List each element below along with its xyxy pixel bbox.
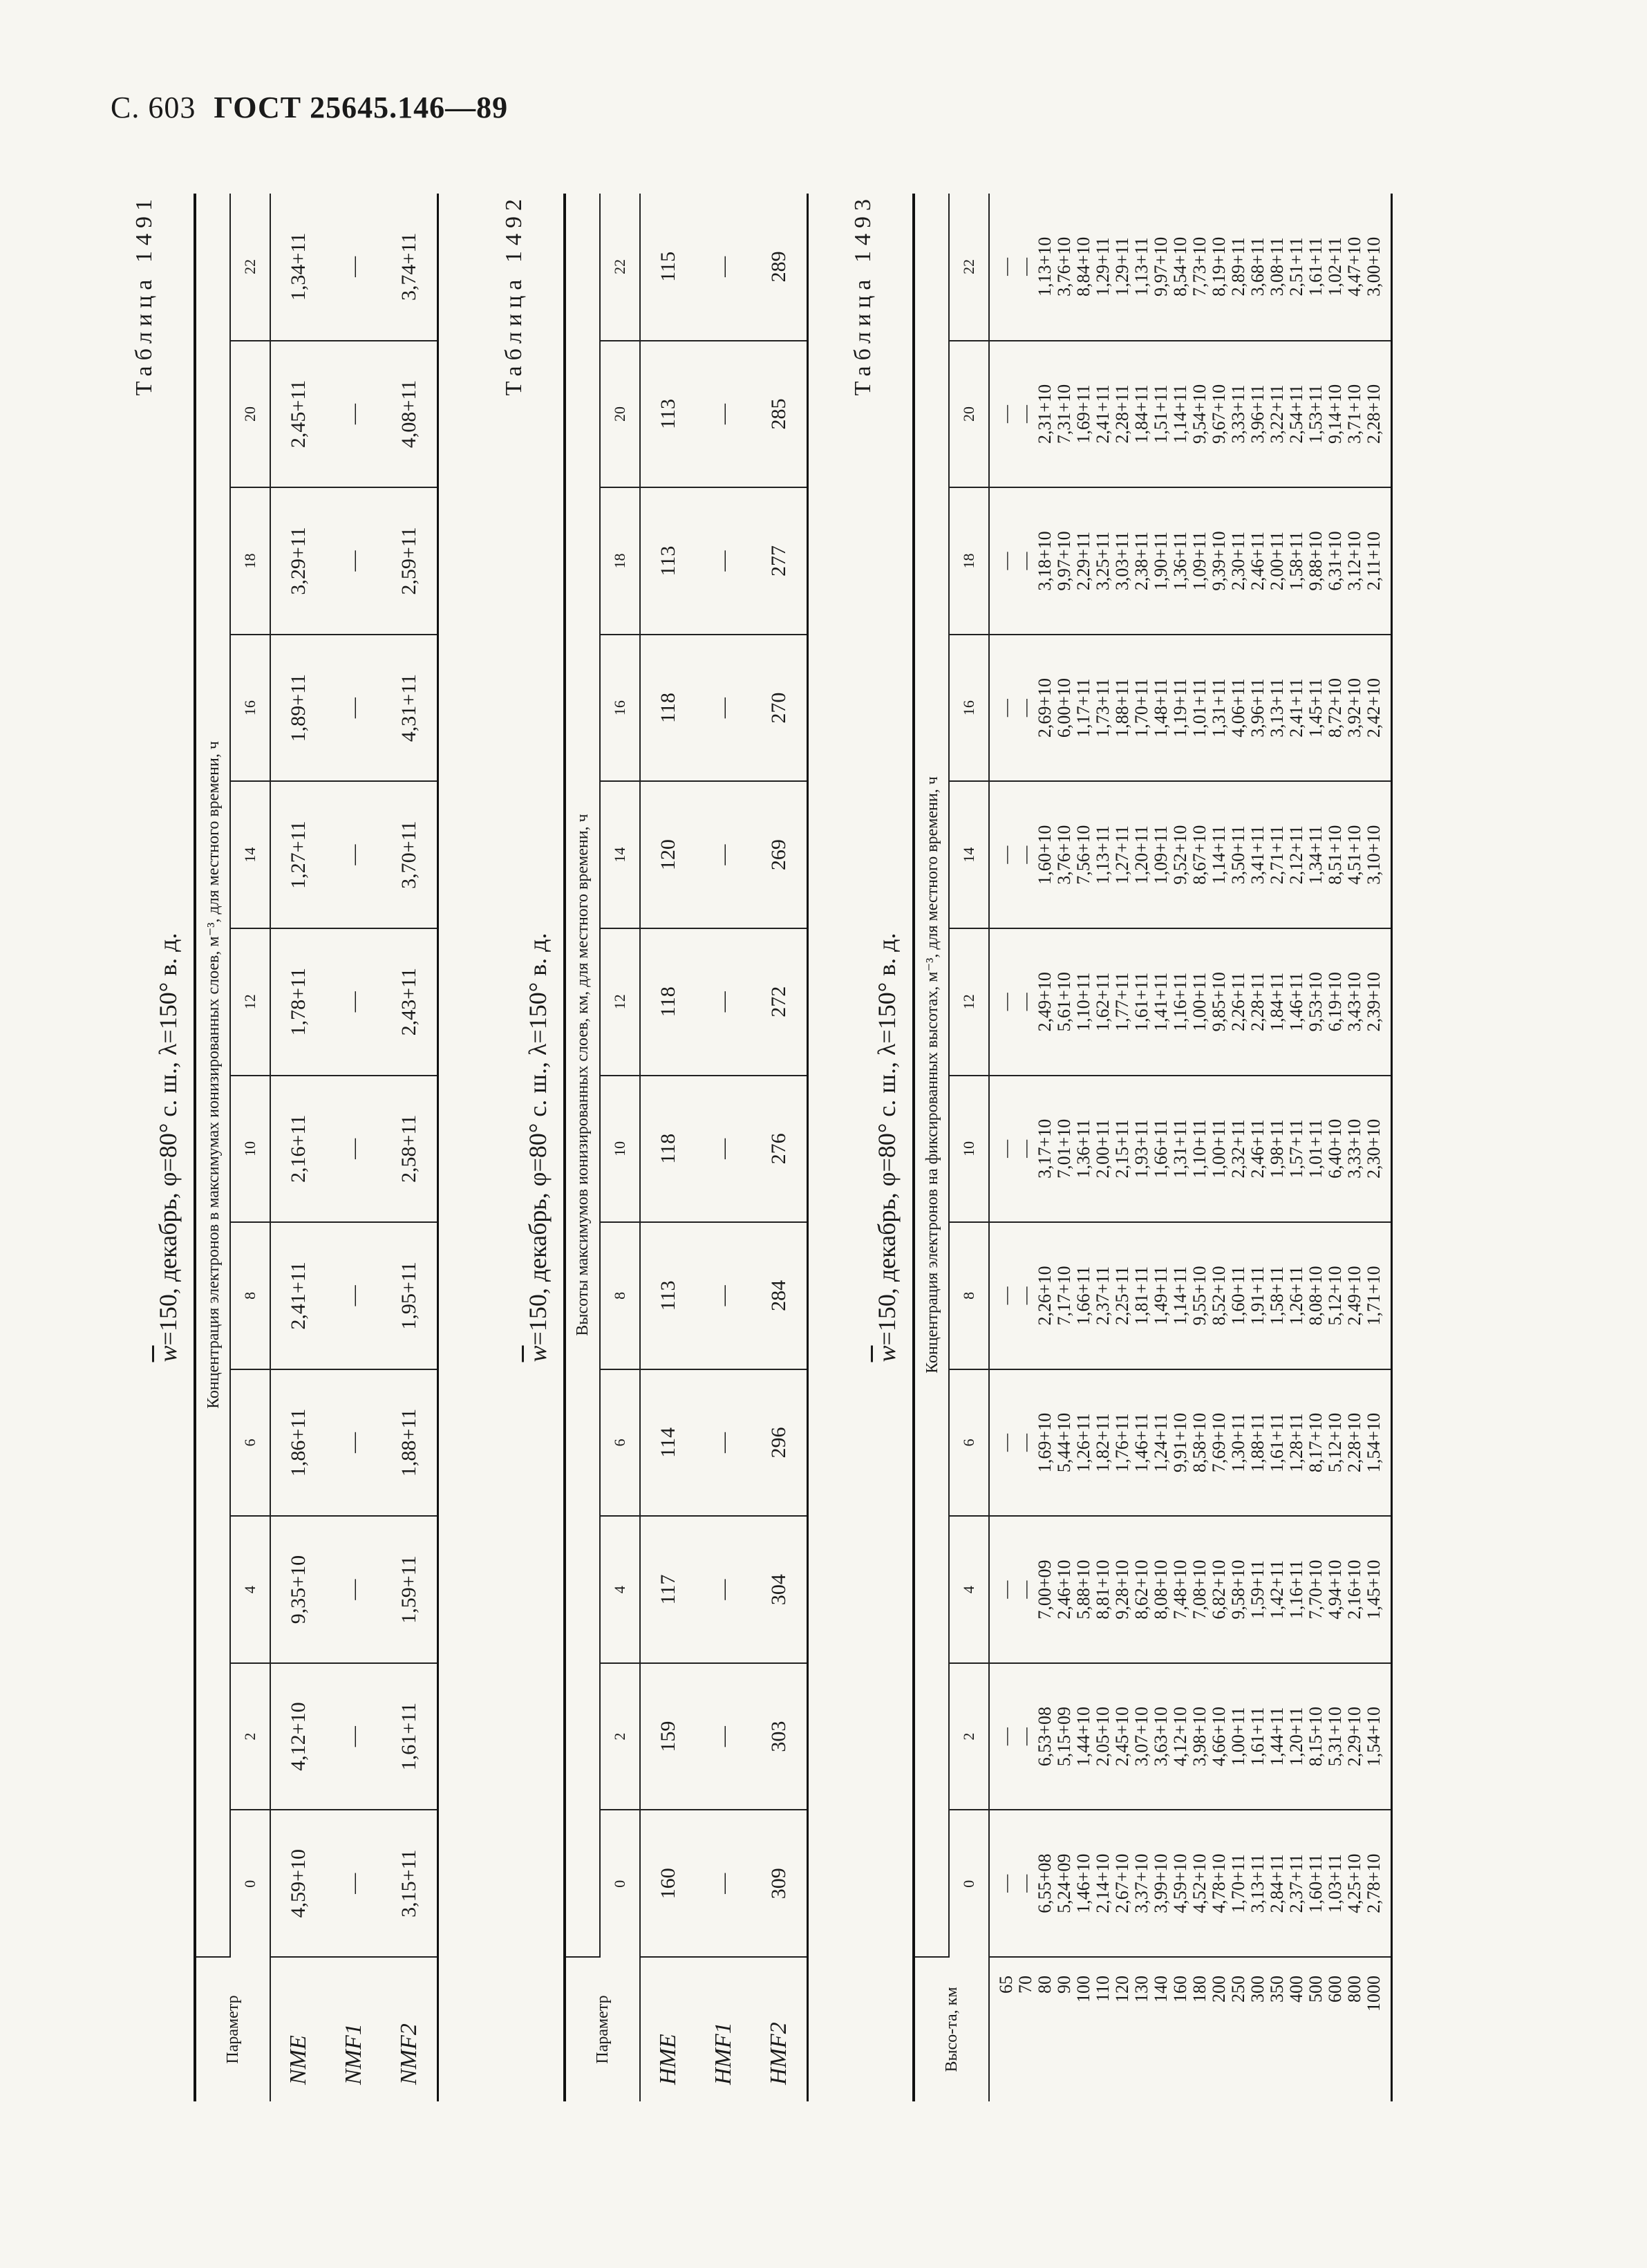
value-cell: 1,89+11 — [270, 635, 326, 782]
table-label: Таблица 1493 — [850, 194, 876, 396]
value-cell: — — [326, 781, 382, 928]
value-cell: — — [696, 781, 751, 928]
table-label: Таблица 1492 — [501, 194, 527, 396]
param-name: NMF1 — [341, 2023, 366, 2085]
value-cell: 113 — [640, 487, 696, 635]
value-cell: — — [696, 487, 751, 635]
value-column: — — 2,49+10 5,61+10 1,10+11 1,62+11 1,77+11 1,61+11 1,41+11 1,16+11 1,00+11 9,85+10 2,26+11 2,28+11 1,84+11 1,46+11 9,53+10 6,19+10 3,43+10 2,39+10 — [989, 928, 1392, 1076]
value-cell: 272 — [751, 928, 808, 1076]
value-cell: — — [326, 1810, 382, 1957]
value-cell: 3,70+11 — [382, 781, 438, 928]
hour-header: 12 — [230, 928, 270, 1076]
hour-header: 22 — [949, 194, 989, 341]
hour-header: 12 — [949, 928, 989, 1076]
value-cell: 9,35+10 — [270, 1516, 326, 1663]
hour-header: 4 — [949, 1516, 989, 1663]
value-cell: 118 — [640, 928, 696, 1076]
group-header: Высоты максимумов ионизированных слоев, км, для местного времени, ч — [565, 194, 600, 1957]
group-header: Концентрация электронов на фиксированных высотах, м⁻³, для местного времени, ч — [914, 194, 949, 1957]
value-cell: 2,41+11 — [270, 1222, 326, 1369]
value-cell: 2,59+11 — [382, 487, 438, 635]
hour-header: 4 — [600, 1516, 640, 1663]
hour-header: 0 — [611, 1880, 628, 1888]
value-cell: 4,08+11 — [382, 341, 438, 488]
value-cell: 4,31+11 — [382, 635, 438, 782]
value-cell: — — [696, 1369, 751, 1517]
page-header — [111, 90, 508, 125]
table-row — [382, 194, 438, 2101]
value-cell: — — [696, 1663, 751, 1810]
hour-header: 2 — [949, 1663, 989, 1810]
value-cell: — — [326, 341, 382, 488]
value-cell: — — [696, 194, 751, 341]
value-cell: 113 — [640, 1222, 696, 1369]
param-name: NMF2 — [396, 2023, 422, 2085]
value-cell: 277 — [751, 487, 808, 635]
value-cell: 2,45+11 — [270, 341, 326, 488]
value-cell: 2,58+11 — [382, 1076, 438, 1223]
hour-header: 10 — [600, 1076, 640, 1223]
hour-header: 6 — [949, 1369, 989, 1517]
value-cell: 4,12+10 — [270, 1663, 326, 1810]
value-cell: 1,34+11 — [270, 194, 326, 341]
hour-header: 8 — [230, 1222, 270, 1369]
table-caption: $\overline{w}=150$, декабрь, φ=80° с. ш., λ=150° в. д. — [873, 932, 901, 1362]
table-row — [989, 194, 1392, 2101]
param-name: HME — [655, 2034, 681, 2085]
value-cell: — — [326, 1222, 382, 1369]
value-cell: — — [696, 1222, 751, 1369]
hour-header: 6 — [600, 1369, 640, 1517]
value-cell: — — [326, 1369, 382, 1517]
value-cell: 285 — [751, 341, 808, 488]
param-name: HMF1 — [710, 2022, 736, 2085]
hour-header: 12 — [600, 928, 640, 1076]
value-column: — — 3,18+10 9,97+10 2,29+11 3,25+11 3,03+11 2,38+11 1,90+11 1,36+11 1,09+11 9,39+10 2,30+11 2,46+11 2,00+11 1,58+11 9,88+10 6,31+10 3,12+10 2,11+10 — [989, 487, 1392, 635]
hour-header: 2 — [230, 1663, 270, 1810]
value-cell: 1,61+11 — [382, 1663, 438, 1810]
hour-header: 20 — [600, 341, 640, 488]
hour-header: 6 — [230, 1369, 270, 1517]
hour-header: 20 — [949, 341, 989, 488]
value-cell: 4,59+10 — [270, 1810, 326, 1957]
value-cell: 120 — [640, 781, 696, 928]
table-row — [270, 194, 326, 2101]
table-row — [326, 194, 382, 2101]
hour-header: 14 — [230, 781, 270, 928]
table-row — [696, 194, 751, 2101]
value-cell: 3,29+11 — [270, 487, 326, 635]
hour-header: 16 — [230, 635, 270, 782]
value-cell: — — [326, 928, 382, 1076]
value-cell: — — [696, 1076, 751, 1223]
value-cell: 117 — [640, 1516, 696, 1663]
value-cell: 1,86+11 — [270, 1369, 326, 1517]
value-cell: 1,27+11 — [270, 781, 326, 928]
altitude-column: 65 70 80 90 100 110 120 130 140 160 180 200 250 300 350 400 500 600 800 1000 — [996, 1976, 1384, 2012]
hour-header: 10 — [949, 1076, 989, 1223]
value-cell: 159 — [640, 1663, 696, 1810]
value-cell: — — [696, 928, 751, 1076]
value-cell: 1,59+11 — [382, 1516, 438, 1663]
value-cell: — — [696, 635, 751, 782]
param-header: Параметр — [565, 1957, 640, 2101]
table-1493-block — [850, 194, 1465, 2101]
value-cell: — — [696, 1516, 751, 1663]
hour-header: 2 — [600, 1663, 640, 1810]
hour-header: 0 — [960, 1880, 977, 1888]
value-cell: 276 — [751, 1076, 808, 1223]
value-cell: — — [696, 341, 751, 488]
value-column: — — 2,26+10 7,17+10 1,66+11 2,37+11 2,25+11 1,81+11 1,49+11 1,14+11 9,55+10 8,52+10 1,60+11 1,91+11 1,58+11 1,26+11 8,08+10 5,12+10 2,49+10 1,71+10 — [989, 1222, 1392, 1369]
table-caption: $\overline{w}=150$, декабрь, φ=80° с. ш., λ=150° в. д. — [154, 932, 182, 1362]
hour-header: 18 — [600, 487, 640, 635]
value-cell: 284 — [751, 1222, 808, 1369]
value-column: — — 2,69+10 6,00+10 1,17+11 1,73+11 1,88+11 1,70+11 1,48+11 1,19+11 1,01+11 1,31+11 4,06+11 3,96+11 3,13+11 2,41+11 1,45+11 8,72+10 3,92+10 2,42+10 — [989, 635, 1392, 782]
hour-header: 22 — [600, 194, 640, 341]
value-cell: 114 — [640, 1369, 696, 1517]
value-cell: 118 — [640, 1076, 696, 1223]
value-cell: — — [326, 1076, 382, 1223]
value-cell: 1,95+11 — [382, 1222, 438, 1369]
value-column: — — 6,53+08 5,15+09 1,44+10 2,05+10 2,45+10 3,07+10 3,63+10 4,12+10 3,98+10 4,66+10 1,00+11 1,61+11 1,44+11 1,20+11 8,15+10 5,31+10 2,29+10 1,54+10 — [989, 1663, 1392, 1810]
table-1493 — [912, 194, 1393, 2101]
value-cell: — — [326, 194, 382, 341]
value-column: — — 1,69+10 5,44+10 1,26+11 1,82+11 1,76+11 1,46+11 1,24+11 9,91+10 8,58+10 7,69+10 1,30+11 1,88+11 1,61+11 1,28+11 8,17+10 5,12+10 2,28+10 1,54+10 — [989, 1369, 1392, 1517]
hour-header: 4 — [230, 1516, 270, 1663]
hour-header: 14 — [600, 781, 640, 928]
value-cell: 309 — [751, 1810, 808, 1957]
param-name: NME — [285, 2035, 311, 2085]
value-cell: 113 — [640, 341, 696, 488]
hour-header: 16 — [949, 635, 989, 782]
value-cell: 269 — [751, 781, 808, 928]
value-cell: — — [326, 487, 382, 635]
value-cell: — — [326, 635, 382, 782]
hour-header: 18 — [230, 487, 270, 635]
rotated-tables — [131, 194, 1507, 2101]
value-cell: 160 — [640, 1810, 696, 1957]
value-cell: 304 — [751, 1516, 808, 1663]
value-cell: 296 — [751, 1369, 808, 1517]
table-1492-block — [501, 194, 798, 2101]
hour-header: 8 — [949, 1222, 989, 1369]
hour-header: 0 — [241, 1880, 258, 1888]
table-label: Таблица 1491 — [131, 194, 157, 396]
table-1491-block — [131, 194, 456, 2101]
table-row — [640, 194, 696, 2101]
standard-id: ГОСТ 25645.146—89 — [214, 91, 509, 124]
table-caption: $\overline{w}=150$, декабрь, φ=80° с. ш., λ=150° в. д. — [524, 932, 552, 1362]
hour-header: 20 — [230, 341, 270, 488]
value-column: — — 1,13+10 3,76+10 8,84+10 1,29+11 1,29+11 1,13+11 9,97+10 8,54+10 7,73+10 8,19+10 2,89+11 3,68+11 3,08+11 2,51+11 1,61+11 1,02+11 4,47+10 3,00+10 — [989, 194, 1392, 341]
value-cell: 1,88+11 — [382, 1369, 438, 1517]
value-cell: 2,43+11 — [382, 928, 438, 1076]
value-cell: 270 — [751, 635, 808, 782]
value-cell: — — [326, 1516, 382, 1663]
page-number: С. 603 — [111, 91, 196, 124]
value-cell: — — [696, 1810, 751, 1957]
altitude-header: Высо-та, км — [914, 1957, 989, 2101]
hour-header: 18 — [949, 487, 989, 635]
value-column: — — 7,00+09 2,46+10 5,88+10 8,81+10 9,28+10 8,62+10 8,08+10 7,48+10 7,08+10 6,82+10 9,58+10 1,59+11 1,42+11 1,16+11 7,70+10 4,94+10 2,16+10 1,45+10 — [989, 1516, 1392, 1663]
value-column: — — 3,17+10 7,01+10 1,36+11 2,00+11 2,15+11 1,93+11 1,66+11 1,31+11 1,10+11 1,00+11 2,32+11 2,46+11 1,98+11 1,57+11 1,01+11 6,40+10 3,33+10 2,30+10 — [989, 1076, 1392, 1223]
hour-header: 22 — [230, 194, 270, 341]
value-cell: 303 — [751, 1663, 808, 1810]
value-cell: 115 — [640, 194, 696, 341]
value-cell: 3,15+11 — [382, 1810, 438, 1957]
value-cell: — — [326, 1663, 382, 1810]
table-1492 — [563, 194, 809, 2101]
hour-header: 10 — [230, 1076, 270, 1223]
hour-header: 8 — [600, 1222, 640, 1369]
value-cell: 2,16+11 — [270, 1076, 326, 1223]
value-column: — — 6,55+08 5,24+09 1,46+10 2,14+10 2,67+10 3,37+10 3,99+10 4,59+10 4,52+10 4,78+10 1,70+11 3,13+11 2,84+11 2,37+11 1,60+11 1,03+11 4,25+10 2,78+10 — [989, 1810, 1392, 1957]
table-1491 — [194, 194, 439, 2101]
value-cell: 1,78+11 — [270, 928, 326, 1076]
value-cell: 3,74+11 — [382, 194, 438, 341]
table-row — [751, 194, 808, 2101]
group-header: Концентрация электронов в максимумах ионизированных слоев, м⁻³, для местного времени, ч — [195, 194, 230, 1957]
hour-header: 16 — [600, 635, 640, 782]
param-name: HMF2 — [766, 2022, 791, 2085]
value-column: — — 2,31+10 7,31+10 1,69+11 2,41+11 2,28+11 1,84+11 1,51+11 1,14+11 9,54+10 9,67+10 3,33+11 3,96+11 3,22+11 2,54+11 1,53+11 9,14+10 3,71+10 2,28+10 — [989, 341, 1392, 488]
value-column: — — 1,60+10 3,76+10 7,56+10 1,13+11 1,27+11 1,20+11 1,09+11 9,52+10 8,67+10 1,14+11 3,50+11 3,41+11 2,71+11 2,12+11 1,34+11 8,51+10 4,51+10 3,10+10 — [989, 781, 1392, 928]
value-cell: 118 — [640, 635, 696, 782]
value-cell: 289 — [751, 194, 808, 341]
param-header: Параметр — [195, 1957, 270, 2101]
hour-header: 14 — [949, 781, 989, 928]
